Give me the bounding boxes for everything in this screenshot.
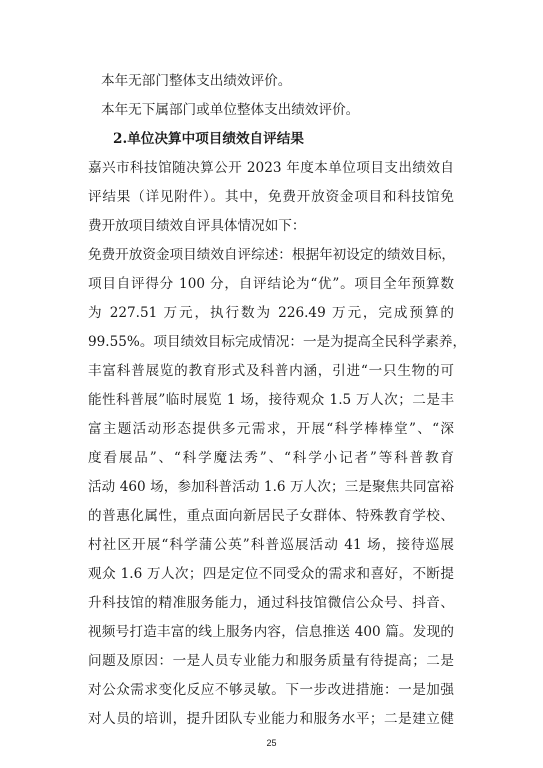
text-line: 视频号打造丰富的线上服务内容，信息推送 400 篇。发现的	[88, 624, 454, 640]
page-number: 25	[266, 738, 277, 748]
text-line: 项目自评得分 100 分，自评结论为“优”。项目全年预算数	[88, 276, 454, 292]
text-line: 评结果（详见附件）。其中，免费开放资金项目和科技馆免	[88, 189, 454, 205]
text-line: 村社区开展“科学蒲公英”科普巡展活动 41 场，接待巡展	[88, 537, 454, 553]
text-line: 问题及原因：一是人员专业能力和服务质量有待提高；二是	[88, 653, 454, 669]
paragraph-no-department-evaluation: 本年无部门整体支出绩效评价。	[101, 73, 292, 89]
text-line: 富主题活动形态提供多元需求，开展“科学棒棒堂”、“深	[88, 421, 454, 437]
text-line: 观众 1.6 万人次；四是定位不同受众的需求和喜好，不断提	[88, 566, 454, 582]
text-line: 活动 460 场，参加科普活动 1.6 万人次；三是聚焦共同富裕	[88, 479, 454, 495]
text-line: 费开放项目绩效自评具体情况如下：	[88, 218, 306, 234]
text-line: 度看展品”、“科学魔法秀”、“科学小记者”等科普教育	[88, 450, 454, 466]
text-line: 对公众需求变化反应不够灵敏。下一步改进措施：一是加强	[88, 682, 454, 698]
text-line: 能性科普展”临时展览 1 场，接待观众 1.5 万人次；二是丰	[88, 392, 454, 408]
text-line: 99.55%。项目绩效目标完成情况：一是为提高全民科学素养，	[88, 334, 467, 350]
text-line: 为 227.51 万元，执行数为 226.49 万元，完成预算的	[88, 305, 454, 321]
text-line: 对人员的培训，提升团队专业能力和服务水平；二是建立健	[88, 711, 454, 727]
text-line: 的普惠化属性，重点面向新居民子女群体、特殊教育学校、	[88, 508, 454, 524]
text-line: 免费开放资金项目绩效自评综述：根据年初设定的绩效目标，	[88, 247, 456, 263]
text-line: 丰富科普展览的教育形式及科普内涵，引进“一只生物的可	[88, 363, 454, 379]
text-line: 嘉兴市科技馆随决算公开 2023 年度本单位项目支出绩效自	[88, 160, 454, 176]
paragraph-no-subordinate-evaluation: 本年无下属部门或单位整体支出绩效评价。	[101, 102, 360, 118]
text-line: 升科技馆的精准服务能力，通过科技馆微信公众号、抖音、	[88, 595, 454, 611]
section-heading: 2.单位决算中项目绩效自评结果	[113, 131, 304, 147]
